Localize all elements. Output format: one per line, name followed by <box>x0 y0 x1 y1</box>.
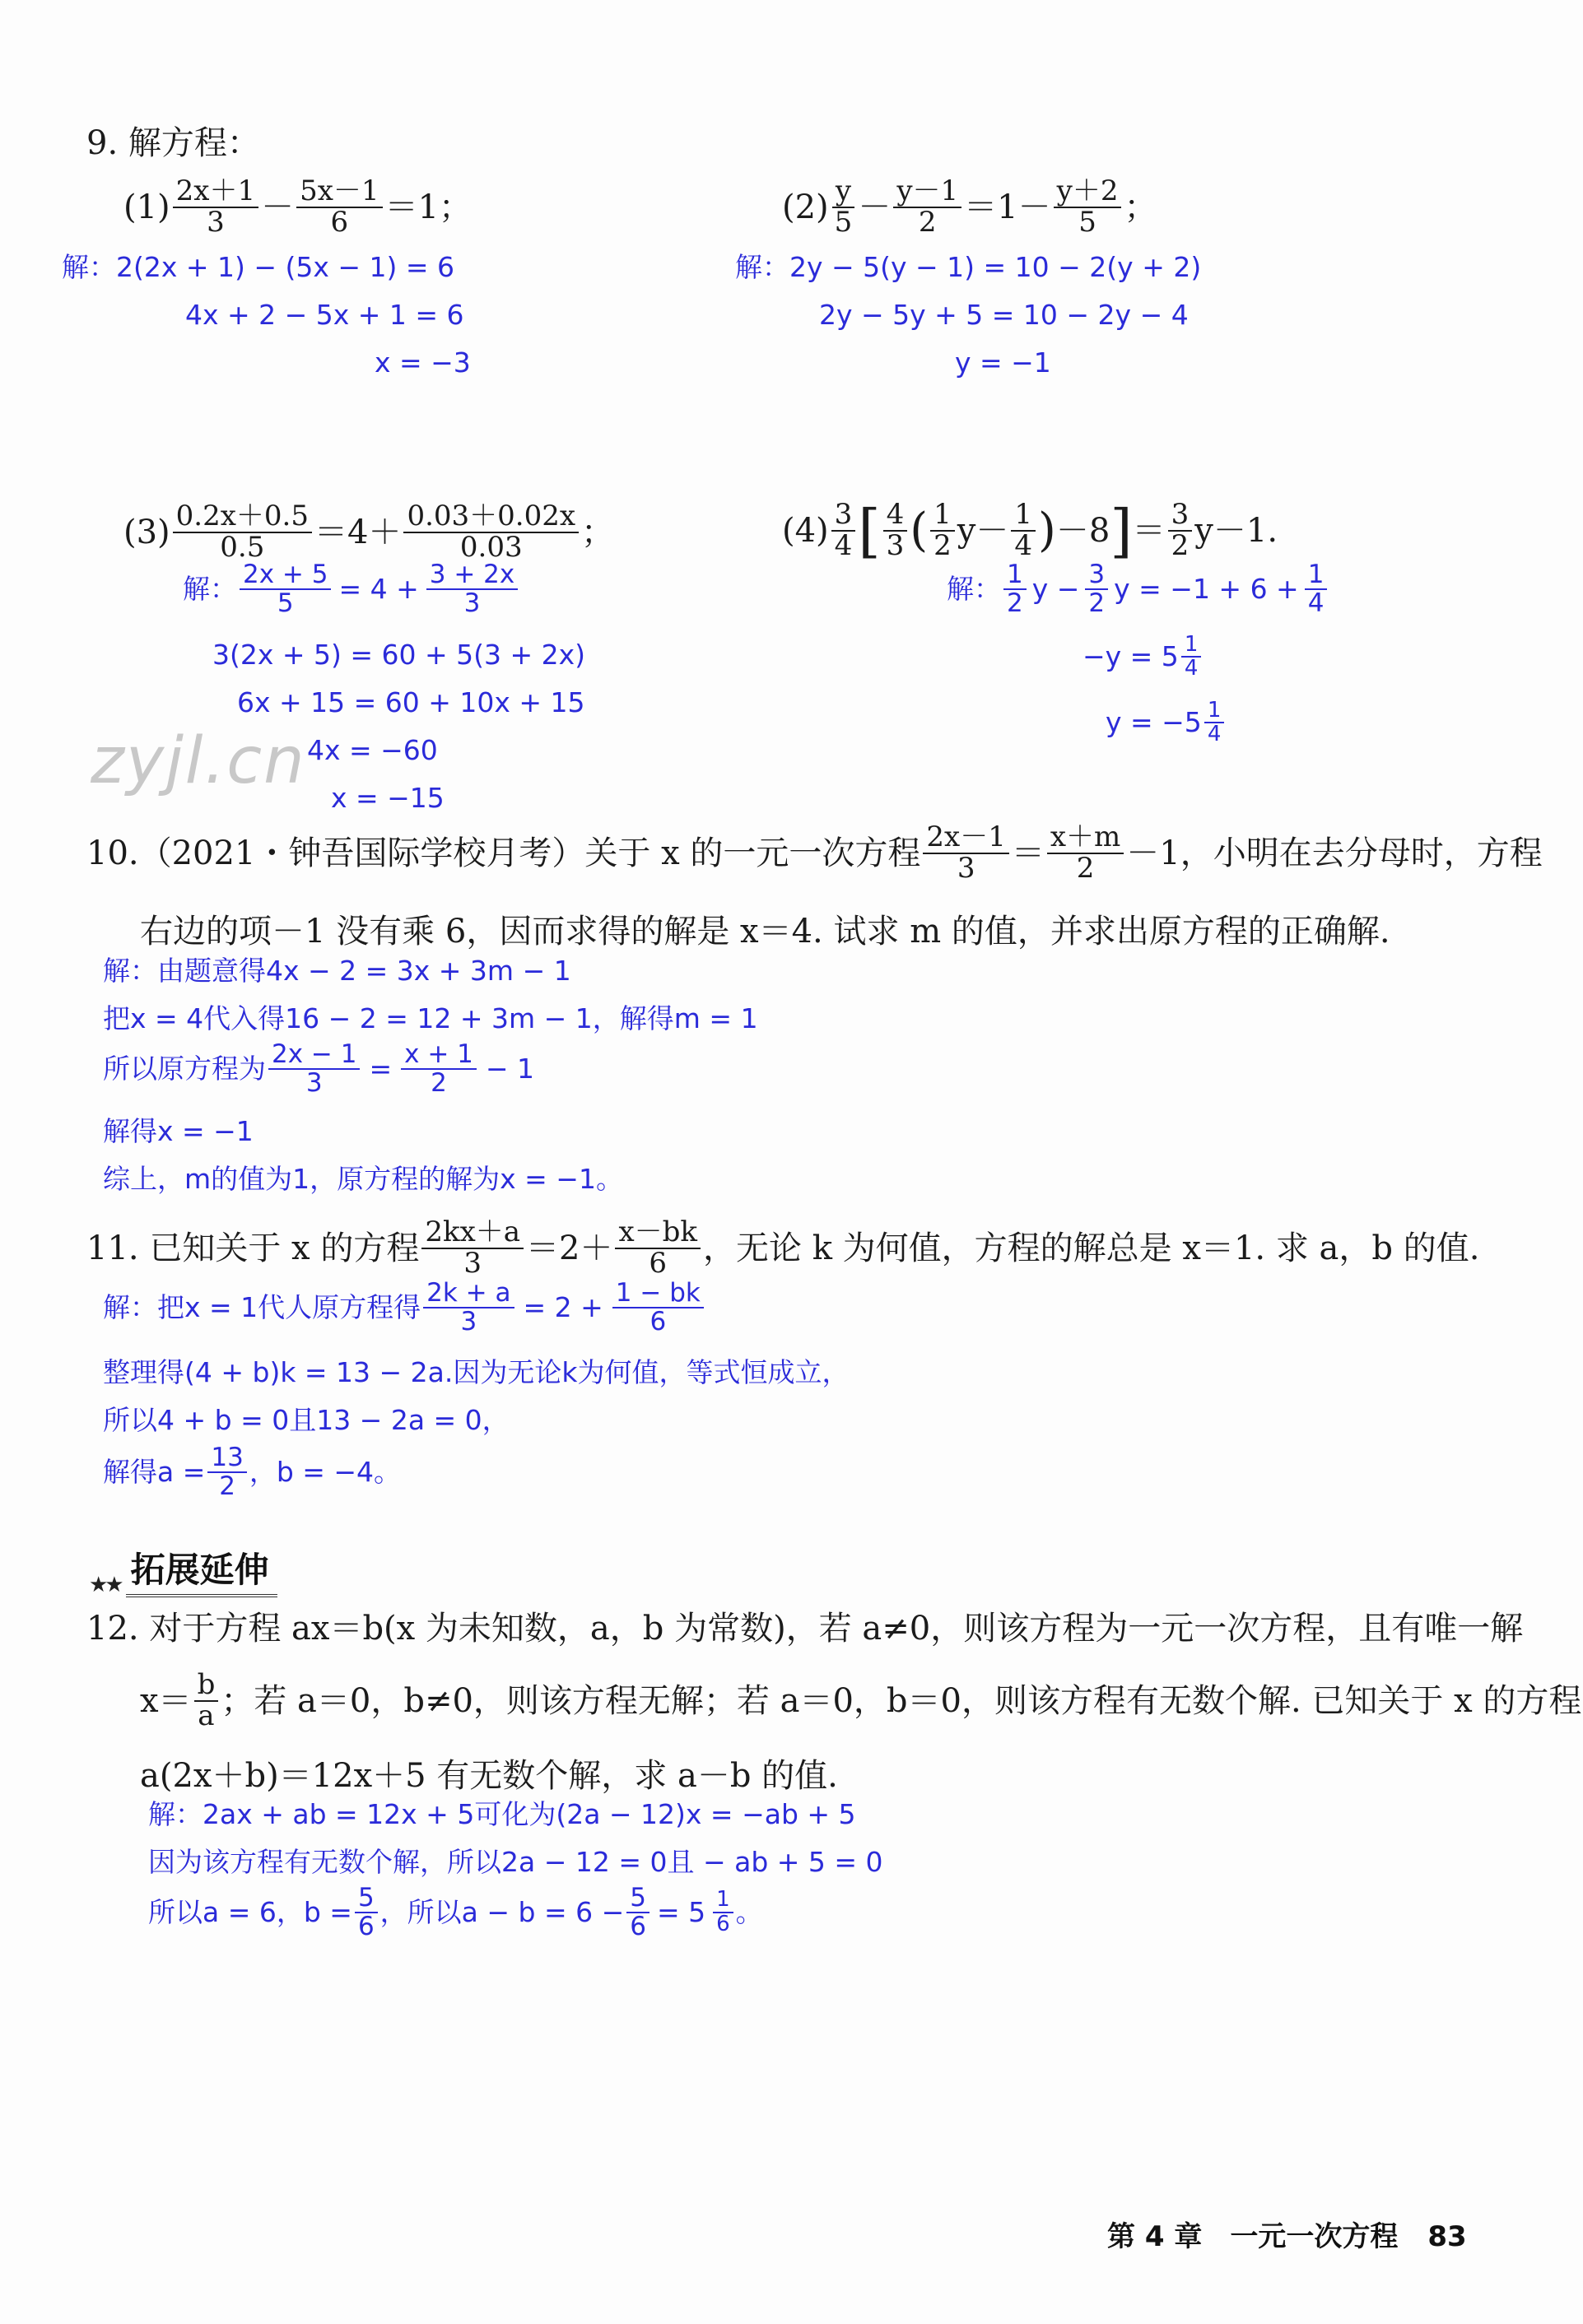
fraction: $\frac{x-bk}{6}$ <box>615 1218 701 1278</box>
answer-line: 解：2(2x + 1) − (5x − 1) = 6 <box>62 251 455 283</box>
fraction: $\frac{1 - bk}{6}$ <box>612 1280 704 1335</box>
answer-line: y = −1 <box>955 346 1051 379</box>
fraction: $\frac{1}{2}$ <box>1003 561 1027 616</box>
answer-line: 解：2ax + ab = 12x + 5可化为(2a − 12)x = −ab + 5 <box>148 1798 856 1830</box>
q12-line1: 12. 对于方程 ax＝b(x 为未知数，a，b 为常数)，若 a≠0，则该方程为一元一次方程，且有唯一解 <box>86 1610 1524 1648</box>
answer-line: y = −5 $\frac{1}{4}$ <box>1106 700 1227 746</box>
fraction: $\frac{1}{2}$ <box>930 500 955 560</box>
answer-line: 解：2y − 5(y − 1) = 10 − 2(y + 2) <box>735 251 1202 283</box>
fraction: $\frac{0.2x+0.5}{0.5}$ <box>173 502 312 562</box>
q9-p3-equation: (3) $\frac{0.2x+0.5}{0.5}$ ＝4＋ $\frac{0.03+0.02x}{0.03}$ ； <box>123 500 615 564</box>
fraction: $\frac{3}{2}$ <box>1085 561 1108 616</box>
fraction: $\frac{y+2}{5}$ <box>1054 177 1122 237</box>
answer-line: 4x + 2 − 5x + 1 = 6 <box>185 299 464 331</box>
q11-line1: 11. 已知关于 x 的方程 $\frac{2kx+a}{3}$ ＝2＋ $\frac{x-bk}{6}$ ，无论 k 为何值，方程的解总是 x＝1. 求 a，b 的值. <box>86 1215 1480 1280</box>
fraction: $\frac{1}{4}$ <box>1181 634 1202 681</box>
q9-p2-equation: (2) $\frac{y}{5}$ － $\frac{y-1}{2}$ ＝1－ $\frac{y+2}{5}$ ； <box>782 174 1157 239</box>
q10-line2: 右边的项－1 没有乘 6，因而求得的解是 x＝4. 试求 m 的值，并求出原方程的正确解. <box>140 913 1390 951</box>
fraction: $\frac{y-1}{2}$ <box>893 177 961 237</box>
fraction: $\frac{1}{4}$ <box>1305 561 1328 616</box>
answer-line: 所以原方程为 $\frac{2x - 1}{3}$ = $\frac{x + 1}{2}$ − 1 <box>103 1039 535 1098</box>
star-icon: ★★ <box>89 1573 121 1597</box>
fraction: $\frac{2x+1}{3}$ <box>173 177 258 237</box>
label: (1) <box>123 188 170 226</box>
chapter-title: 第 4 章 一元一次方程 <box>1107 2220 1399 2253</box>
answer-line: 解得a = $\frac{13}{2}$ ，b = −4。 <box>103 1443 402 1501</box>
fraction: $\frac{2x + 5}{5}$ <box>240 561 331 616</box>
answer-line: 所以a = 6，b = $\frac{5}{6}$ ，所以a − b = 6 − $\frac{5}{6}$ = 5 $\frac{1}{6}$ 。 <box>148 1883 763 1941</box>
fraction: $\frac{3}{4}$ <box>831 500 856 560</box>
fraction: $\frac{2x-1}{3}$ <box>923 823 1008 883</box>
answer-line: 4x = −60 <box>307 734 438 766</box>
q12-line2: x＝ $\frac{b}{a}$ ；若 a＝0，b≠0，则该方程无解；若 a＝0，b＝0，则该方程有无数个解. 已知关于 x 的方程 <box>140 1668 1582 1732</box>
fraction: $\frac{2x - 1}{3}$ <box>268 1041 360 1096</box>
fraction: $\frac{13}{2}$ <box>207 1444 246 1499</box>
answer-line: 整理得(4 + b)k = 13 − 2a.因为无论k为何值，等式恒成立， <box>103 1356 850 1388</box>
fraction: $\frac{y}{5}$ <box>831 177 856 237</box>
fraction: $\frac{5x-1}{6}$ <box>296 177 382 237</box>
answer-line: 因为该方程有无数个解，所以2a − 12 = 0且 − ab + 5 = 0 <box>148 1846 883 1878</box>
fraction: $\frac{3 + 2x}{3}$ <box>426 561 518 616</box>
answer-line: 解得x = −1 <box>103 1115 254 1147</box>
page-number: 83 <box>1427 2220 1467 2253</box>
q10-line1: 10.（2021・钟吾国际学校月考）关于 x 的一元一次方程 $\frac{2x-1}{3}$ ＝ $\frac{x+m}{2}$ －1，小明在去分母时，方程 <box>86 820 1543 885</box>
fraction: $\frac{1}{4}$ <box>1204 700 1225 746</box>
answer-line: −y = 5 $\frac{1}{4}$ <box>1082 634 1204 681</box>
answer-line: 解： $\frac{2x + 5}{5}$ = 4 + $\frac{3 + 2x}{3}$ <box>183 561 520 616</box>
watermark: zyjl.cn <box>91 724 306 798</box>
fraction: $\frac{b}{a}$ <box>194 1671 219 1731</box>
answer-line: 解：把x = 1代人原方程得 $\frac{2k + a}{3}$ = 2 + $\frac{1 - bk}{6}$ <box>103 1280 706 1335</box>
answer-line: 3(2x + 5) = 60 + 5(3 + 2x) <box>212 639 586 671</box>
fraction: $\frac{2k + a}{3}$ <box>423 1280 514 1335</box>
fraction: $\frac{0.03+0.02x}{0.03}$ <box>403 502 579 562</box>
page-footer <box>1107 2214 1467 2254</box>
section-header <box>89 1543 277 1597</box>
q12-line3: a(2x＋b)＝12x＋5 有无数个解，求 a－b 的值. <box>140 1757 838 1795</box>
answer-line: x = −15 <box>331 782 445 814</box>
answer-line: 2y − 5y + 5 = 10 − 2y − 4 <box>819 299 1189 331</box>
fraction: $\frac{1}{4}$ <box>1011 500 1036 560</box>
answer-line: 综上，m的值为1，原方程的解为x = −1。 <box>103 1163 623 1195</box>
fraction: $\frac{3}{2}$ <box>1168 500 1193 560</box>
fraction: $\frac{x + 1}{2}$ <box>401 1041 477 1096</box>
q9-title: 9. 解方程： <box>86 124 260 162</box>
answer-line: 6x + 15 = 60 + 10x + 15 <box>237 686 585 718</box>
answer-line: 把x = 4代入得16 − 2 = 12 + 3m − 1，解得m = 1 <box>103 1002 758 1034</box>
section-title: 拓展延伸 <box>126 1543 277 1597</box>
fraction: $\frac{2kx+a}{3}$ <box>421 1218 524 1278</box>
fraction: $\frac{1}{6}$ <box>713 1889 733 1936</box>
q9-p1-equation: (1) $\frac{2x+1}{3}$ － $\frac{5x-1}{6}$ ＝1； <box>123 174 473 239</box>
answer-line: 所以4 + b = 0且13 − 2a = 0， <box>103 1404 510 1436</box>
fraction: $\frac{x+m}{2}$ <box>1047 823 1124 883</box>
answer-line: x = −3 <box>375 346 471 379</box>
fraction: $\frac{5}{6}$ <box>626 1885 649 1940</box>
fraction: $\frac{5}{6}$ <box>355 1885 378 1940</box>
fraction: $\frac{4}{3}$ <box>883 500 908 560</box>
q9-p4-equation: (4) $\frac{3}{4}$ [ $\frac{4}{3}$ ( $\frac{1}{2}$ y－ $\frac{1}{4}$ ) －8 ] ＝ $\frac{3}{2}$ y－1. <box>782 496 1278 565</box>
answer-line: 解： $\frac{1}{2}$ y − $\frac{3}{2}$ y = −1 + 6 + $\frac{1}{4}$ <box>947 561 1329 616</box>
answer-line: 解：由题意得4x − 2 = 3x + 3m − 1 <box>103 955 571 987</box>
